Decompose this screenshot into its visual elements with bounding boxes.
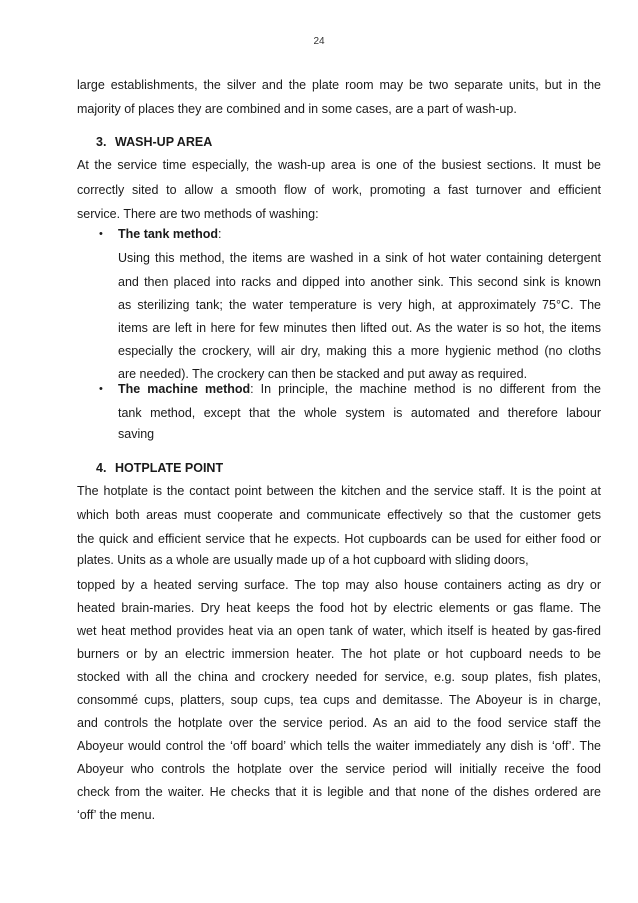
bullet-text: : In principle, the machine method is no different from the <box>250 382 601 396</box>
paragraph-line: correctly sited to allow a smooth flow of work, promoting a fast turnover and efficient <box>77 183 601 197</box>
bullet-line: Using this method, the items are washed in a sink of hot water containing detergent <box>118 251 601 265</box>
paragraph-line: The hotplate is the contact point between the kitchen and the service staff. It is the point at <box>77 484 601 498</box>
paragraph-line: topped by a heated serving surface. The top may also house containers acting as dry or <box>77 578 601 592</box>
bullet-line: are needed). The crockery can then be stacked and put away as required. <box>118 367 528 381</box>
paragraph-line: and controls the hotplate over the service period. As an aid to the food service staff the <box>77 716 601 730</box>
paragraph-line: service. There are two methods of washing: <box>77 207 319 221</box>
paragraph-line: At the service time especially, the wash-up area is one of the busiest sections. It must be <box>77 158 601 172</box>
paragraph-line: heated brain-maries. Dry heat keeps the food hot by electric elements or gas flame. The <box>77 601 601 615</box>
bullet-text: : <box>218 227 222 241</box>
intro-line: majority of places they are combined and in some cases, are a part of wash-up. <box>77 102 517 116</box>
section-number: 3. <box>96 135 107 149</box>
section-title: HOTPLATE POINT <box>115 461 224 475</box>
bullet-line: items are left in here for few minutes then lifted out. As the water is so hot, the items <box>118 321 601 335</box>
paragraph-line: plates. Units as a whole are usually made up of a hot cupboard with sliding doors, <box>77 553 529 567</box>
bullet-line: as sterilizing tank; the water temperature is very high, at approximately 75°C. The <box>118 298 601 312</box>
section-number: 4. <box>96 461 107 475</box>
bullet-line: saving <box>118 427 155 441</box>
bullet-term: The machine method <box>118 382 251 396</box>
section-heading-hotplate <box>96 460 223 476</box>
intro-line: large establishments, the silver and the plate room may be two separate units, but in the <box>77 78 601 92</box>
paragraph-line: wet heat method provides heat via an open tank of water, which itself is heated by gas-fired <box>77 624 601 638</box>
page-number: 24 <box>313 36 325 47</box>
paragraph-line: check from the waiter. He checks that it is legible and that none of the dishes ordered are <box>77 785 601 799</box>
section-heading-wash-up <box>96 134 212 150</box>
bullet-icon: • <box>99 383 103 395</box>
paragraph-line: consommé cups, platters, soup cups, tea cups and demitasse. The Aboyeur is in charge, <box>77 693 601 707</box>
bullet-term: The tank method <box>118 227 219 241</box>
paragraph-line: Aboyeur would control the ‘off board’ which tells the waiter immediately any dish is ‘off’. The <box>77 739 601 753</box>
section-title: WASH-UP AREA <box>115 135 213 149</box>
bullet-line: tank method, except that the whole system is automated and therefore labour <box>118 406 601 420</box>
bullet-line: especially the crockery, will air dry, making this a more hygienic method (no cloths <box>118 344 601 358</box>
paragraph-line: burners or by an electric immersion heater. The hot plate or hot cupboard needs to be <box>77 647 601 661</box>
paragraph-line: the quick and efficient service that he expects. Hot cupboards can be used for either food or <box>77 532 601 546</box>
bullet-heading <box>118 226 601 242</box>
bullet-line: and then placed into racks and dipped into another sink. This second sink is known <box>118 275 601 289</box>
paragraph-line: which both areas must cooperate and communicate effectively so that the customer gets <box>77 508 601 522</box>
paragraph-line: ‘off’ the menu. <box>77 808 156 822</box>
bullet-icon: • <box>99 228 103 240</box>
bullet-heading <box>118 381 601 397</box>
paragraph-line: Aboyeur who controls the hotplate over the service period will initially receive the food <box>77 762 601 776</box>
paragraph-line: stocked with all the china and crockery needed for service, e.g. soup plates, fish plates, <box>77 670 601 684</box>
